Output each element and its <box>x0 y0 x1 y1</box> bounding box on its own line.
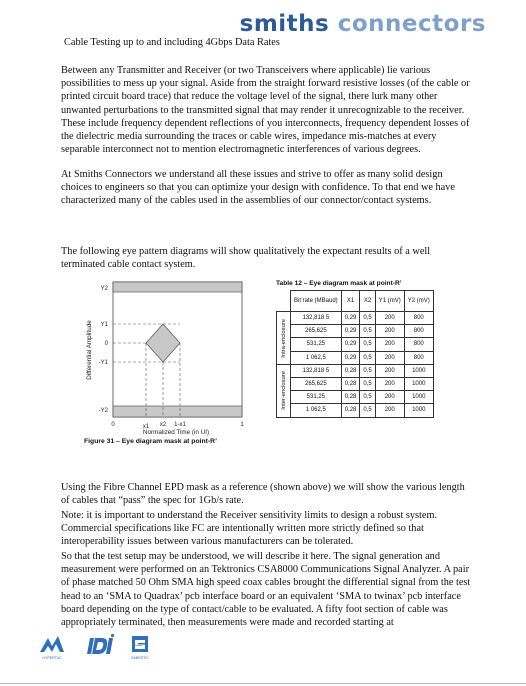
table-cell: 0,5 <box>360 364 375 377</box>
y-tick-y1: Y1 <box>100 322 108 328</box>
table-cell: 1000 <box>404 391 433 404</box>
paragraph-eye-pattern-intro: The following eye pattern diagrams will show qualitatively the expectant results of a well terminated cable contact system. <box>61 246 431 271</box>
document-title: Cable Testing up to and including 4Gbps Data Rates <box>64 37 280 48</box>
table-cell: 0,28 <box>341 377 360 390</box>
figure-caption: Figure 31 – Eye diagram mask at point-R’ <box>84 438 217 445</box>
table-cell: 1000 <box>404 377 433 390</box>
table-cell: 200 <box>375 404 404 417</box>
table-cell: 0,29 <box>341 312 360 325</box>
idi-logo <box>87 634 114 654</box>
header-y2: Y2 (mV) <box>404 291 433 312</box>
table-cell: 0,5 <box>360 351 375 364</box>
table-row <box>277 377 434 390</box>
y-tick-y2: Y2 <box>100 286 108 292</box>
table-cell: 0,28 <box>341 404 360 417</box>
x-tick-one: 1 <box>240 422 244 428</box>
header-x1: X1 <box>341 291 360 312</box>
x-tick-x2: x2 <box>159 422 167 428</box>
mask-top-bar <box>113 282 242 292</box>
y-tick-zero: 0 <box>104 341 108 347</box>
table-row <box>277 364 434 377</box>
mask-table-figure <box>276 279 486 454</box>
table-header-row <box>277 291 434 312</box>
table-cell: 265,625 <box>291 377 342 390</box>
table-cell: 1000 <box>404 364 433 377</box>
eye-mask-diamond <box>146 324 180 362</box>
group-label-intra: Intra-enclosure <box>277 312 291 365</box>
group-label-inter: Inter-enclosure <box>277 364 291 417</box>
table-cell: 0,5 <box>360 325 375 338</box>
table-cell: 531,25 <box>291 338 342 351</box>
eye-mask-table <box>276 290 434 418</box>
table-cell: 200 <box>375 338 404 351</box>
table-cell: 1 062,5 <box>291 351 342 364</box>
table-caption: Table 12 – Eye diagram mask at point-R’ <box>276 280 402 287</box>
hypertac-text: HYPERTAC <box>42 656 62 660</box>
table-row <box>277 325 434 338</box>
table-cell: 200 <box>375 391 404 404</box>
table-row <box>277 351 434 364</box>
footer-logos-svg <box>38 632 188 662</box>
table-cell: 531,25 <box>291 391 342 404</box>
table-cell: 265,625 <box>291 325 342 338</box>
x-tick-x1: x1 <box>142 424 150 430</box>
plot-frame <box>113 282 242 417</box>
y-tick-neg-y2: -Y2 <box>98 408 108 414</box>
paragraph-intro: Between any Transmitter and Receiver (or two Transceivers where applicable) lie various possibilities to mess up your signal. Aside from the straight forward resistive losses (of the cable or printed circuit board trace) that reduce the voltage level of the signal, there lurk many other unwanted perturbations to the transmitted signal that may render it unrecognizable to the receiver. These include frequency dependent reflections of you interconnects, frequency dependent losses of the dielectric media surrounding the traces or cable wires, impedance mis-matches at every separable interconnect not to mention electromagnetic interferences of various degrees. <box>61 65 470 156</box>
paragraph-smiths-connectors: At Smiths Connectors we understand all these issues and strive to offer as many solid design choices to engineers so that you can optimize your design with confidence. To that end we have characterized many of the cables used in the assemblies of our connector/contact systems. <box>61 169 455 207</box>
sabritec-text: SABRITEC <box>131 656 149 660</box>
table-row <box>277 404 434 417</box>
eye-diagram-svg <box>84 276 250 466</box>
header-bit-rate: Bit rate (MBaud) <box>291 291 342 312</box>
table-cell: 200 <box>375 312 404 325</box>
table-cell: 0,28 <box>341 391 360 404</box>
table-cell: 200 <box>375 377 404 390</box>
table-cell: 200 <box>375 364 404 377</box>
table-cell: 800 <box>404 312 433 325</box>
footer-rule <box>0 683 526 684</box>
x-axis-label: Normalized Time (in UI) <box>142 429 210 436</box>
table-cell: 1 062,5 <box>291 404 342 417</box>
x-tick-zero: 0 <box>111 422 115 428</box>
table-cell: 0,29 <box>341 338 360 351</box>
sabritec-logo <box>131 636 149 660</box>
header-spacer <box>277 291 291 312</box>
table-cell: 800 <box>404 325 433 338</box>
table-cell: 132,818 5 <box>291 312 342 325</box>
table-row <box>277 312 434 325</box>
table-cell: 1000 <box>404 404 433 417</box>
table-cell: 0,5 <box>360 391 375 404</box>
table-cell: 800 <box>404 338 433 351</box>
table-cell: 132,818 5 <box>291 364 342 377</box>
eye-diagram-figure <box>84 276 250 466</box>
table-cell: 0,28 <box>341 364 360 377</box>
hypertac-logo <box>40 636 64 660</box>
table-row <box>277 391 434 404</box>
paragraph-receiver-note: Note: it is important to understand the Receiver sensitivity limits to design a robust system. Commercial specifications like FC are intentionally written more strictly defined so that interoperability issues between various manufacturers can be tolerated. <box>61 510 438 548</box>
brand-word-connectors: connectors <box>337 11 486 37</box>
table-row <box>277 338 434 351</box>
table-cell: 0,5 <box>360 312 375 325</box>
brand-word-smiths: smiths <box>239 11 330 37</box>
table-cell: 800 <box>404 351 433 364</box>
table-cell: 200 <box>375 351 404 364</box>
footer-logos <box>38 632 188 662</box>
paragraph-fibre-channel: Using the Fibre Channel EPD mask as a reference (shown above) we will show the various length of cables that “pass” the spec for 1Gb/s rate. <box>61 482 465 507</box>
table-cell: 0,29 <box>341 351 360 364</box>
y-axis-label: Differential Amplitude <box>86 320 93 380</box>
table-cell: 0,5 <box>360 404 375 417</box>
x-tick-one-minus-x1: 1-x1 <box>174 422 186 428</box>
mask-bottom-bar <box>113 406 242 417</box>
table-cell: 0,5 <box>360 338 375 351</box>
y-tick-neg-y1: -Y1 <box>98 360 108 366</box>
brand-logo <box>240 10 486 38</box>
table-cell: 200 <box>375 325 404 338</box>
header-y1: Y1 (mV) <box>375 291 404 312</box>
table-cell: 0,29 <box>341 325 360 338</box>
table-cell: 0,5 <box>360 377 375 390</box>
paragraph-test-setup: So that the test setup may be understood, we will describe it here. The signal generation and measurement were performed on an Tektronics CSA8000 Communications Signal Analyzer. A pair of phase matched 50 Ohm SMA high speed coax cables brought the differential signal from the test head to an ‘SMA to Quadrax’ pcb interface board or an equivalent ‘SMA to twinax’ pcb interface board depending on the type of contact/cable to be evaluated. A fifty foot section of cable was appropriately terminated, then measurements were made and recorded starting at <box>61 551 471 629</box>
header-x2: X2 <box>360 291 375 312</box>
